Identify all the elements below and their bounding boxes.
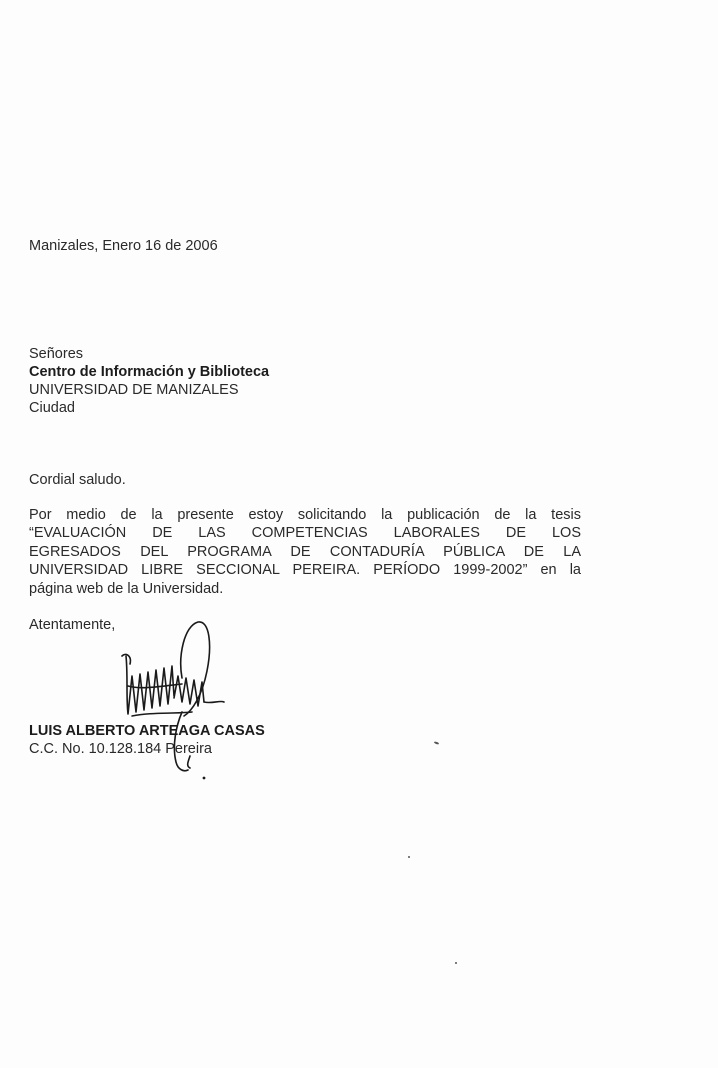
- scan-speck: [408, 856, 410, 858]
- body-line: “EVALUACIÓN DE LAS COMPETENCIAS LABORALES DE LOS: [29, 525, 581, 542]
- scan-speck: [455, 962, 457, 964]
- date-line: Manizales, Enero 16 de 2006: [29, 238, 218, 254]
- body-line: página web de la Universidad.: [29, 580, 224, 597]
- body-line: UNIVERSIDAD LIBRE SECCIONAL PEREIRA. PERÍODO 1999-2002” en la: [29, 562, 581, 579]
- recipient-institution: UNIVERSIDAD DE MANIZALES: [29, 382, 239, 398]
- recipient-department: Centro de Información y Biblioteca: [29, 364, 270, 380]
- recipient-salutation: Señores: [29, 346, 84, 362]
- body-line: EGRESADOS DEL PROGRAMA DE CONTADURÍA PÚBLICA DE LA: [29, 543, 581, 560]
- recipient-city: Ciudad: [29, 400, 75, 416]
- closing: Atentamente,: [29, 617, 116, 633]
- signer-name: LUIS ALBERTO ARTEAGA CASAS: [29, 723, 265, 739]
- body-line: Por medio de la presente estoy solicitando la publicación de la tesis: [29, 507, 581, 523]
- signer-id: C.C. No. 10.128.184 Pereira: [29, 741, 212, 757]
- handwritten-signature: [112, 616, 237, 788]
- greeting: Cordial saludo.: [29, 472, 126, 488]
- scan-speck: [434, 741, 439, 745]
- letter-body: [29, 506, 581, 598]
